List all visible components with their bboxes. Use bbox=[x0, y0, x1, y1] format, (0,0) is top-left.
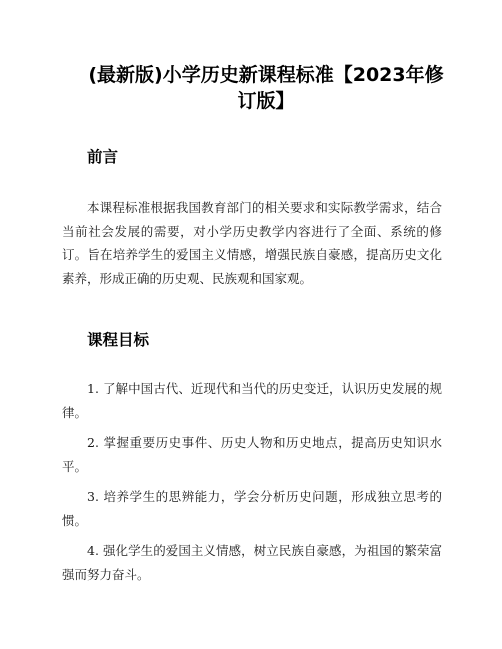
preface-paragraph: 本课程标准根据我国教育部门的相关要求和实际教学需求，结合当前社会发展的需要，对小学历史教学内容进行了全面、系统的修订。旨在培养学生的爱国主义情感，增强民族自豪感，提高历史文化素养，形成正确的历史观、民族观和国家观。 bbox=[62, 200, 442, 286]
section-heading-preface: 前言 bbox=[87, 148, 119, 166]
goal-item: 4. 强化学生的爱国主义情感，树立民族自豪感，为祖国的繁荣富强而努力奋斗。 bbox=[62, 543, 442, 582]
goal-item: 1. 了解中国古代、近现代和当代的历史变迁，认识历史发展的规律。 bbox=[62, 381, 442, 420]
section-heading-goals: 课程目标 bbox=[87, 331, 150, 349]
document-title: (最新版)小学历史新课程标准【2023年修订版】 bbox=[88, 64, 444, 112]
goal-item: 2. 掌握重要历史事件、历史人物和历史地点，提高历史知识水平。 bbox=[62, 435, 442, 474]
goal-item: 3. 培养学生的思辨能力，学会分析历史问题，形成独立思考的惯。 bbox=[62, 489, 442, 528]
